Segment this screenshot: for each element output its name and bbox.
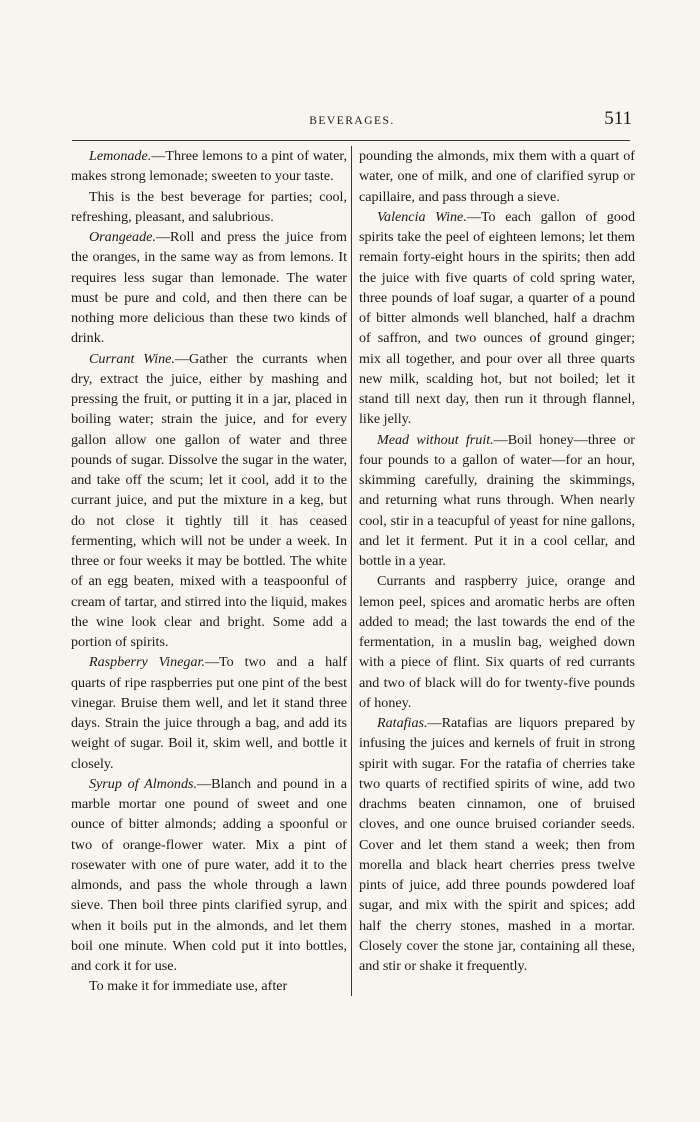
- paragraph-text: —Ratafias are liquors prepared by infusing the juices and kernels of fruit in strong spirit with sugar. For the ratafia of cherries take two quarts of rectified spirits of wine, add two drachms beaten cinnamon, one of bruised cloves, and one ounce bruised coriander seeds. Cover and let them stand a week; then from morella and black heart cherries press twelve pints of juice, add three pounds powdered loaf sugar, and mix with the spirit and spices; add half the cherry stones, mashed in a mortar. Closely cover the stone jar, containing all these, and stir or shake it frequently.: [359, 715, 635, 974]
- paragraph-text: —Three lemons to a pint of water, makes strong lemonade; sweeten to your taste.: [71, 148, 347, 185]
- paragraph-syrup-continuation: [359, 146, 635, 207]
- paragraph-ratafias: [359, 713, 635, 976]
- right-column: [359, 146, 635, 976]
- paragraph-currant-wine: [71, 349, 347, 653]
- running-head: BEVERAGES.: [309, 115, 395, 127]
- paragraph-text: —Blanch and pound in a marble mortar one pound of sweet and one ounce of bitter almonds; adding a spoonful or two of orange-flower water. Mix a pint of rosewater with one of pure water, add it to the almonds, and pass the whole through a lawn sieve. Then boil three pints clarified syrup, and when it boils put in the almonds, and let them boil one minute. When cold put it into bottles, and cork it for use.: [71, 775, 347, 974]
- header-rule: [72, 140, 630, 141]
- paragraph-mead-additions: [359, 571, 635, 713]
- paragraph-text: —Roll and press the juice from the oranges, in the same way as from lemons. It requires less sugar than lemonade. The water must be pure and cold, and then there can be nothing more delicious than these two kinds of drink.: [71, 229, 347, 347]
- paragraph-lemonade: [71, 146, 347, 187]
- left-column: [71, 146, 347, 997]
- column-divider: [351, 146, 352, 996]
- term-currant-wine: Currant Wine.: [89, 350, 175, 367]
- term-raspberry-vinegar: Raspberry Vinegar.: [89, 654, 205, 671]
- term-mead: Mead without fruit.: [377, 431, 494, 448]
- page-header: [72, 108, 632, 136]
- paragraph-raspberry-vinegar: [71, 652, 347, 774]
- paragraph-text: —Gather the currants when dry, extract the juice, either by mashing and pressing the fruit, or putting it in a jar, placed in boiling water; strain the juice, and for every gallon allow one gallon of water and three pounds of sugar. Dissolve the sugar in the water, and take off the scum; let it cool, add it to the currant juice, and put the mixture in a keg, but do not close it tightly till it has ceased fermenting, which will not be under a week. In three or four weeks it may be bottled. The white of an egg beaten, mixed with a teaspoonful of cream of tartar, and stirred into the liquid, makes the wine look clear and bright. Some add a portion of spirits.: [71, 350, 347, 650]
- paragraph-lemonade-note: [71, 187, 347, 228]
- page-number: 511: [604, 108, 632, 129]
- paragraph-text: Currants and raspberry juice, orange and lemon peel, spices and aromatic herbs are often added to mead; the last towards the end of the fermentation, in a muslin bag, weighed down with a piece of flint. Six quarts of red currants and two of black will do for twenty-five pounds of honey.: [359, 573, 635, 711]
- paragraph-text: This is the best beverage for parties; cool, refreshing, pleasant, and salubrious.: [71, 188, 347, 225]
- term-ratafias: Ratafias.: [377, 715, 428, 731]
- term-valencia-wine: Valencia Wine.: [377, 208, 467, 225]
- paragraph-text: —To each gallon of good spirits take the peel of eighteen lemons; let them remain forty-eight hours in the spirits; then add the juice with five quarts of cold spring water, three pounds of loaf sugar, a quarter of a pound of bitter almonds well blanched, half a drachm of saffron, and two ounces of ground ginger; mix all together, and pour over all three quarts new milk, scalding hot, but not boiled; let it stand till next day, then run it through flannel, like jelly.: [359, 208, 635, 428]
- paragraph-mead: [359, 430, 635, 572]
- term-orangeade: Orangeade.: [89, 229, 156, 245]
- paragraph-text: —To two and a half quarts of ripe raspberries put one pint of the best vinegar. Bruise them well, and let it stand three days. Strain the juice through a bag, and add its weight of sugar. Boil it, skim well, and bottle it closely.: [71, 654, 348, 772]
- paragraph-text: —Boil honey—three or four pounds to a gallon of water—for an hour, skimming carefully, draining the skimmings, and returning what runs through. When nearly cool, stir in a teacupful of yeast for nine gallons, and let it ferment. Put it in a cool cellar, and bottle in a year.: [359, 431, 635, 569]
- paragraph-valencia-wine: [359, 207, 635, 430]
- term-syrup-of-almonds: Syrup of Almonds.: [89, 775, 198, 792]
- paragraph-syrup-of-almonds: [71, 774, 347, 977]
- paragraph-text: To make it for immediate use, after: [89, 978, 288, 995]
- paragraph-orangeade: [71, 227, 347, 349]
- paragraph-text: pounding the almonds, mix them with a quart of water, one of milk, and one of clarified syrup or capillaire, and pass through a sieve.: [359, 148, 635, 205]
- term-lemonade: Lemonade.: [89, 148, 152, 164]
- paragraph-syrup-continued: [71, 976, 347, 996]
